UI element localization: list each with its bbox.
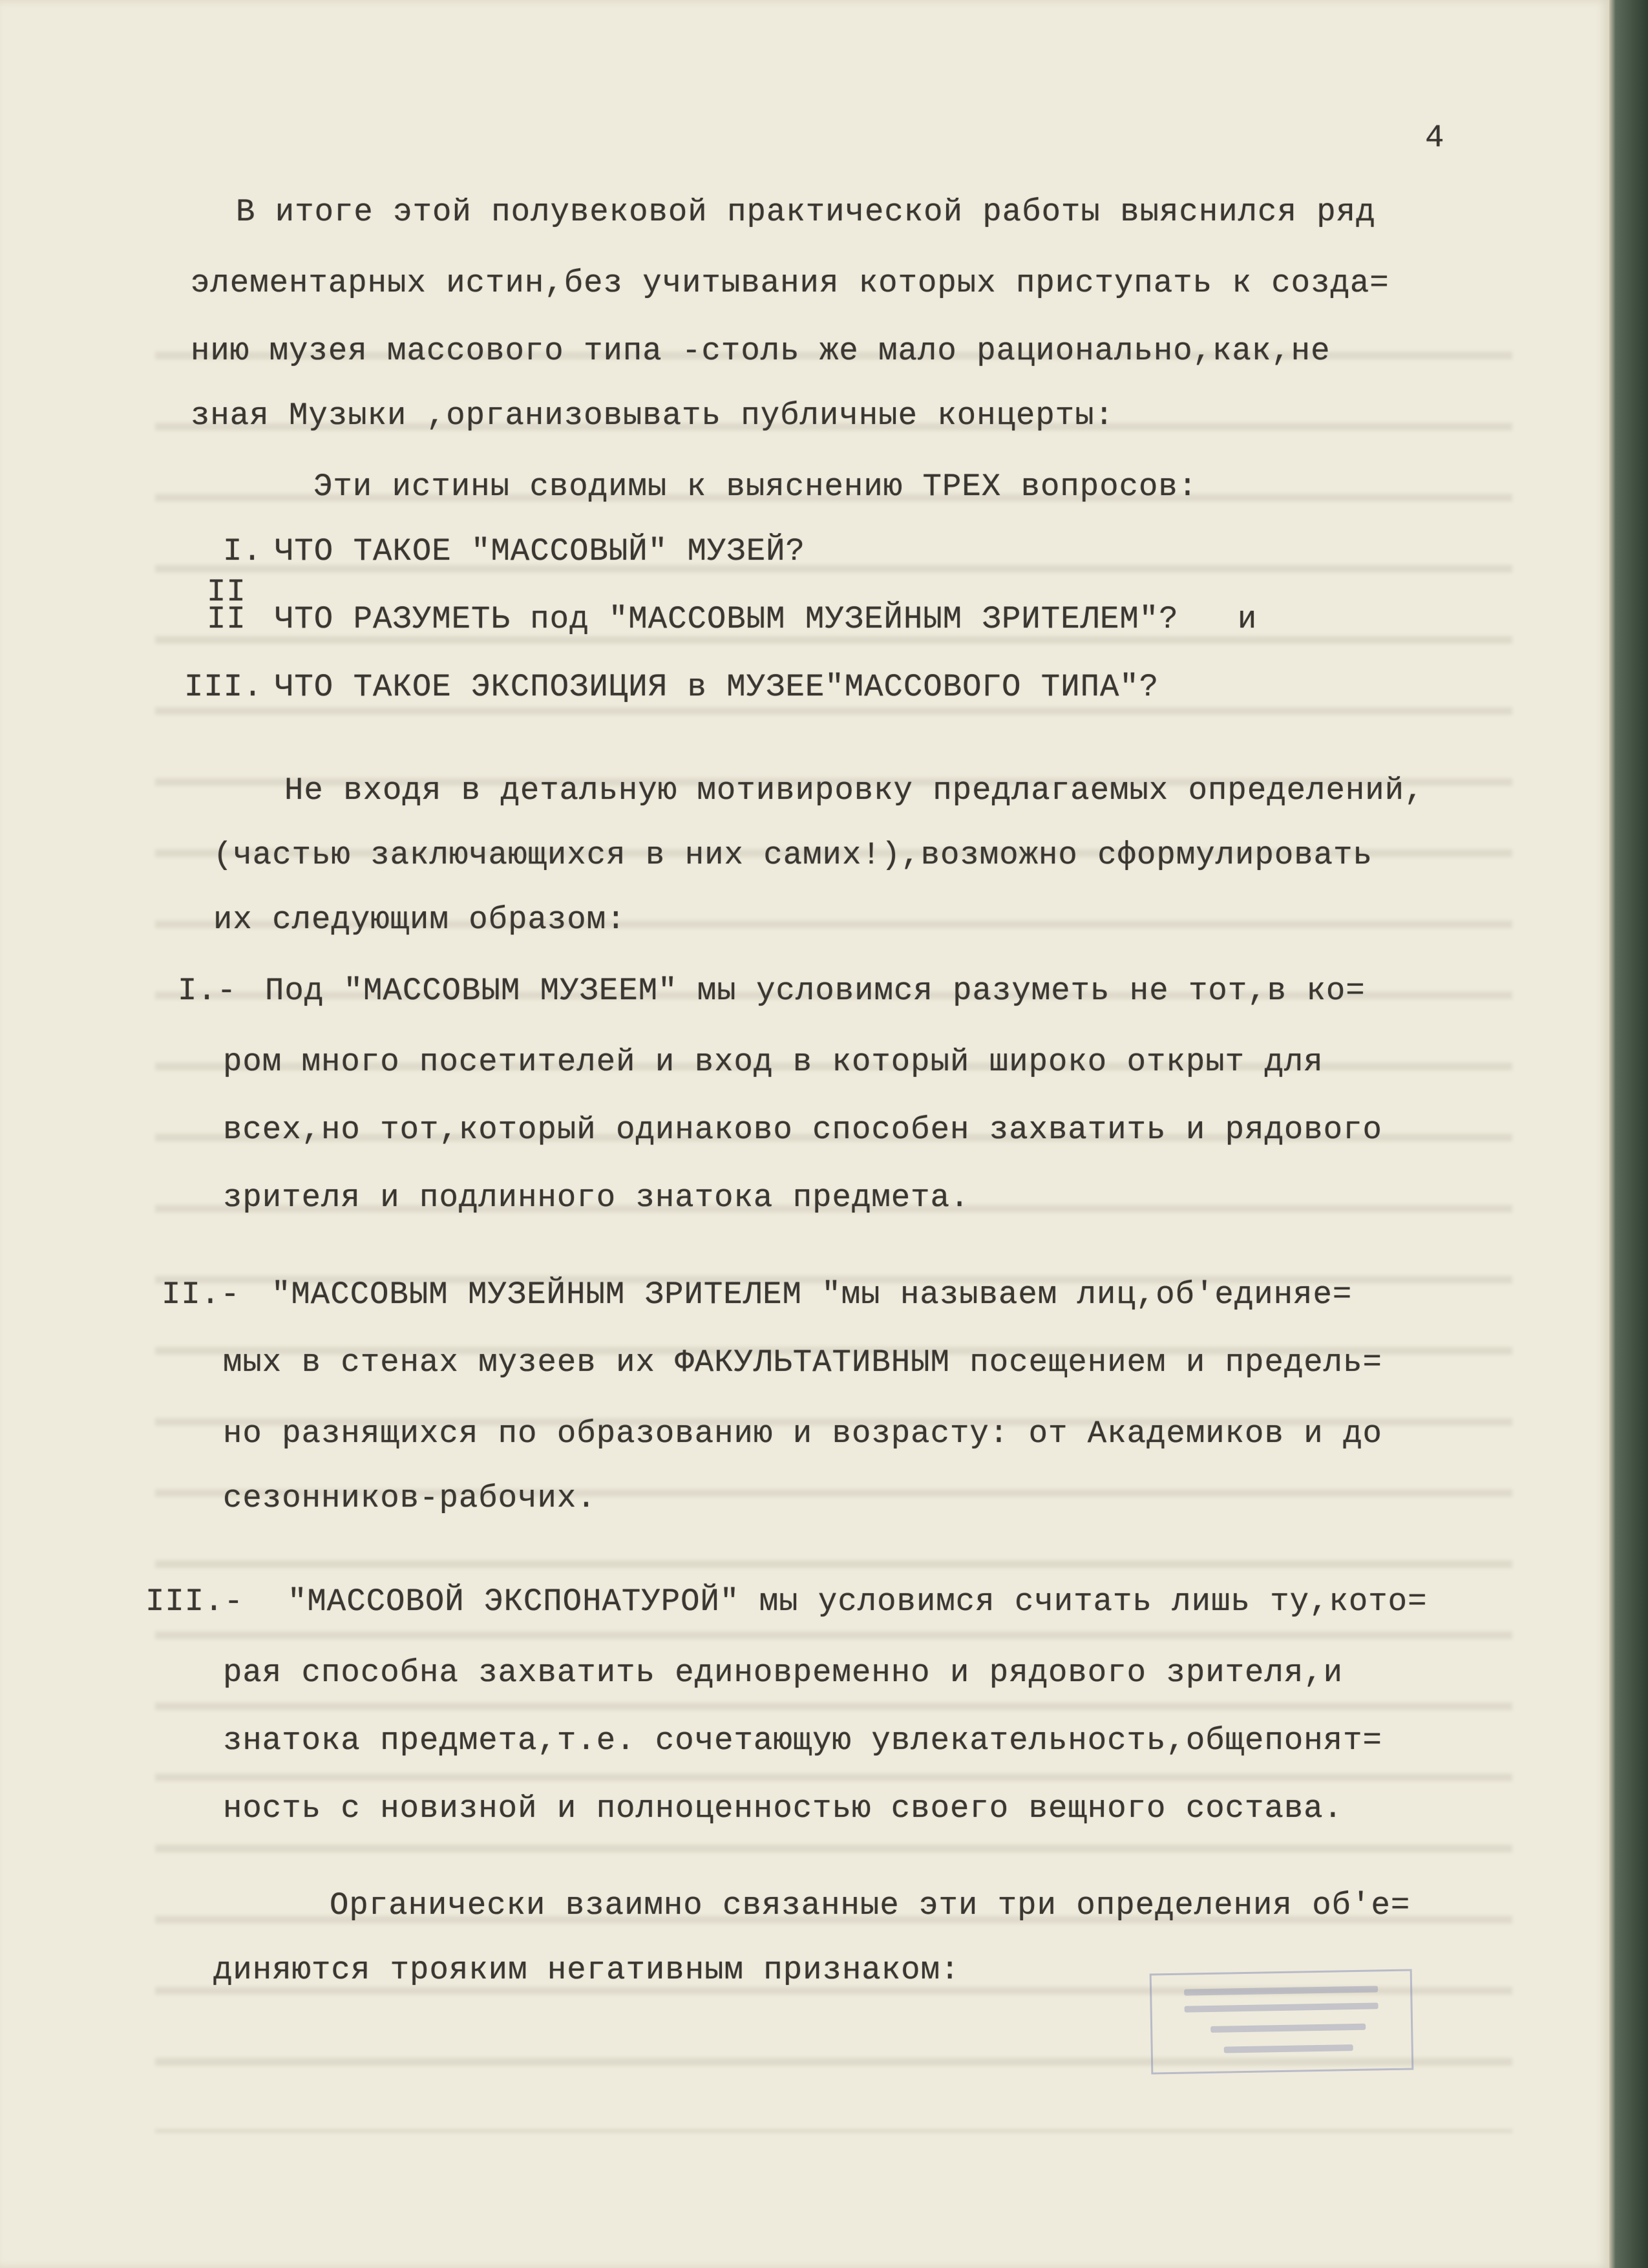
question-marker: III. — [184, 669, 263, 705]
archive-stamp — [1150, 1969, 1414, 2074]
definition-line: зрителя и подлинного знатока предмета. — [223, 1180, 970, 1216]
definition-marker: I.- — [178, 973, 237, 1009]
definition-marker: II.- — [162, 1277, 240, 1313]
definition-line: ность с новизной и полноценностью своего вещного состава. — [223, 1790, 1344, 1827]
question-text: ЧТО ТАКОЕ "МАССОВЫЙ" МУЗЕЙ? — [275, 533, 805, 569]
definition-line: Под "МАССОВЫМ МУЗЕЕМ" мы условимся разуметь не тот,в ко= — [265, 973, 1366, 1009]
paragraph-line: Органически взаимно связанные эти три определения об'е= — [330, 1887, 1411, 1924]
paragraph-line: (частью заключающихся в них самих!),возможно сформулировать — [213, 837, 1373, 873]
paragraph-line: элементарных истин,без учитывания которых приступать к созда= — [191, 265, 1389, 301]
question-marker-correction: II — [207, 574, 246, 610]
question-text: ЧТО ТАКОЕ ЭКСПОЗИЦИЯ в МУЗЕЕ"МАССОВОГО ТИПА"? — [275, 669, 1159, 705]
paragraph-line: Не входя в детальную мотивировку предлагаемых определений, — [284, 772, 1424, 809]
paragraph-line: Эти истины сводимы к выяснению ТРЕХ вопросов: — [313, 469, 1198, 505]
definition-line: всех,но тот,который одинаково способен захватить и рядового — [223, 1112, 1382, 1148]
definition-line: сезонников-рабочих. — [223, 1480, 597, 1516]
definition-line: ром много посетителей и вход в который широко открыт для — [223, 1044, 1324, 1080]
definition-line: мых в стенах музеев их ФАКУЛЬТАТИВНЫМ посещением и предель= — [223, 1344, 1382, 1381]
paragraph-line: диняются трояким негативным признаком: — [213, 1952, 960, 1988]
paragraph-line: зная Музыки ,организовывать публичные концерты: — [191, 397, 1115, 434]
paragraph-line: их следующим образом: — [213, 902, 626, 938]
scanner-background-edge — [1609, 0, 1648, 2268]
definition-line: "МАССОВЫМ МУЗЕЙНЫМ ЗРИТЕЛЕМ "мы называем лиц,об'единяе= — [271, 1277, 1353, 1313]
paragraph-line: В итоге этой полувековой практической работы выяснился ряд — [236, 194, 1376, 230]
definition-line: знатока предмета,т.е. сочетающую увлекательность,общепонят= — [223, 1722, 1382, 1759]
paragraph-line: нию музея массового типа -столь же мало рационально,как,не — [191, 333, 1331, 369]
question-marker: I. — [223, 533, 262, 569]
definition-line: "МАССОВОЙ ЭКСПОНАТУРОЙ" мы условимся считать лишь ту,кото= — [288, 1584, 1428, 1620]
definition-marker: III.- — [145, 1584, 244, 1620]
definition-line: рая способна захватить единовременно и рядового зрителя,и — [223, 1655, 1344, 1691]
question-text: ЧТО РАЗУМЕТЬ под "МАССОВЫМ МУЗЕЙНЫМ ЗРИТЕЛЕМ"? и — [275, 601, 1258, 637]
question-marker: II — [207, 601, 246, 637]
definition-line: но разнящихся по образованию и возрасту: от Академиков и до — [223, 1415, 1382, 1452]
page-number: 4 — [1425, 120, 1445, 156]
